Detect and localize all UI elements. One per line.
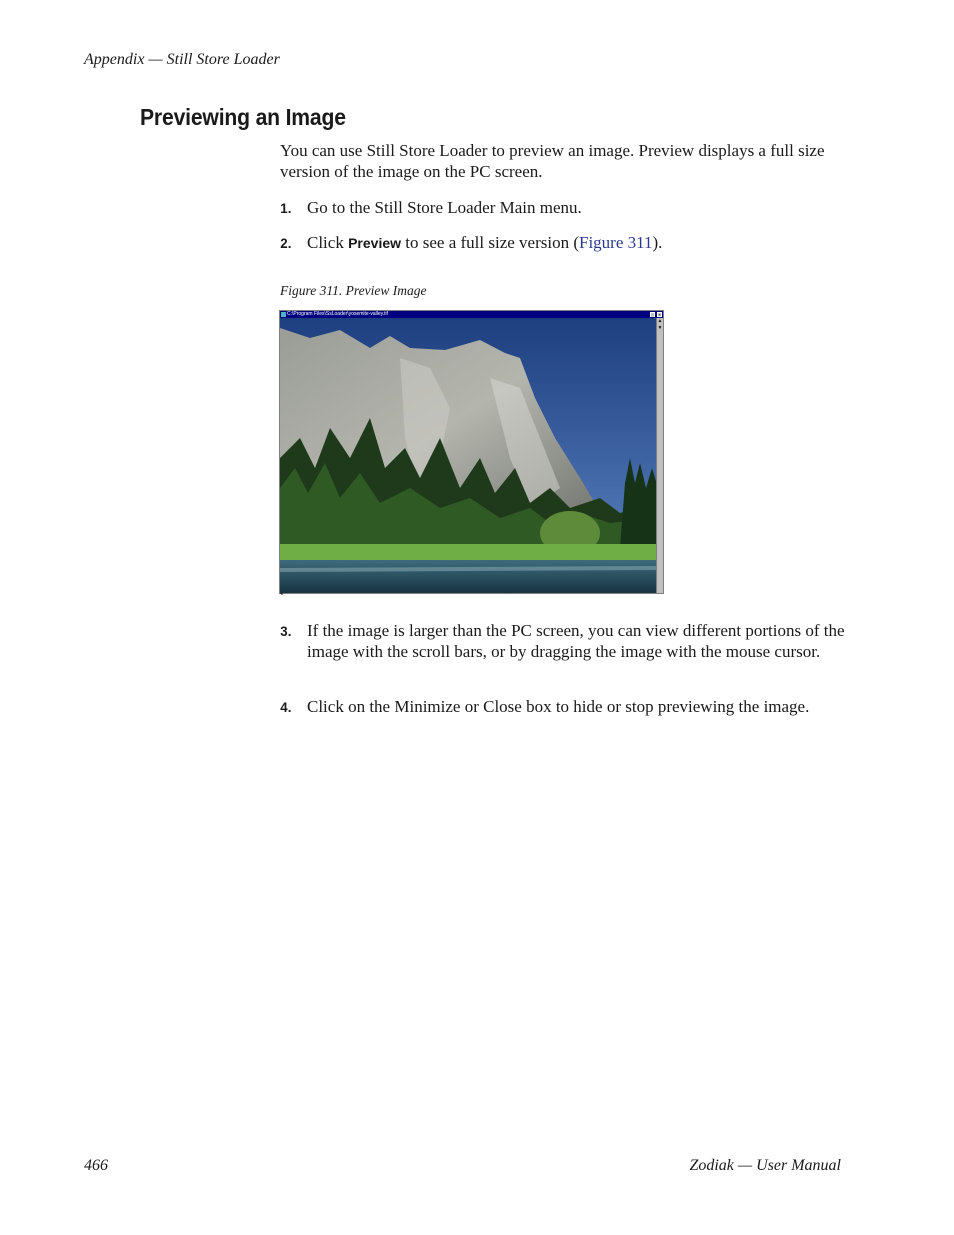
preview-window bbox=[279, 310, 664, 597]
vertical-scrollbar[interactable] bbox=[656, 318, 663, 593]
preview-command-label: Preview bbox=[348, 235, 402, 251]
step-text: Click on the Minimize or Close box to hide or stop previewing the image. bbox=[307, 697, 810, 716]
manual-title: Zodiak — User Manual bbox=[689, 1157, 841, 1174]
step-text-mid: to see a full size version ( bbox=[401, 233, 579, 252]
step-number: 1. bbox=[280, 200, 292, 216]
step-2 bbox=[280, 233, 845, 254]
horizontal-scrollbar[interactable] bbox=[280, 591, 283, 597]
step-text-post: ). bbox=[652, 233, 663, 252]
scroll-left-icon[interactable]: ◂ bbox=[280, 591, 283, 597]
close-icon[interactable]: × bbox=[658, 312, 661, 317]
intro-paragraph: You can use Still Store Loader to preview an image. Preview displays a full size version of the image on the PC screen. bbox=[280, 141, 825, 181]
page-number: 466 bbox=[84, 1157, 108, 1174]
step-text: Go to the Still Store Loader Main menu. bbox=[307, 198, 582, 217]
step-number: 3. bbox=[280, 623, 292, 639]
figure-caption: Figure 311. Preview Image bbox=[280, 283, 427, 298]
step-number: 2. bbox=[280, 235, 292, 251]
window-titlebar[interactable] bbox=[280, 311, 663, 318]
step-number: 4. bbox=[280, 699, 292, 715]
step-text-pre: Click bbox=[307, 233, 349, 252]
landscape-photo[interactable] bbox=[280, 318, 658, 593]
section-title: Previewing an Image bbox=[140, 104, 346, 130]
step-text bbox=[307, 233, 845, 254]
scroll-up-icon[interactable]: ▲ bbox=[657, 318, 663, 324]
window-title: C:\Program Files\SsLoader\yosemite-valley.tif bbox=[287, 311, 389, 317]
running-header: Appendix — Still Store Loader bbox=[84, 51, 280, 68]
step-3 bbox=[280, 621, 845, 662]
step-1 bbox=[280, 198, 845, 219]
minimize-icon[interactable]: _ bbox=[651, 312, 654, 317]
scroll-down-icon[interactable]: ▼ bbox=[657, 325, 663, 331]
step-4 bbox=[280, 697, 845, 718]
step-text: If the image is larger than the PC screen, you can view different portions of the image with the scroll bars, or by dragging the image with the mouse cursor. bbox=[307, 621, 845, 661]
figure-311-link[interactable]: Figure 311 bbox=[579, 233, 653, 252]
app-icon bbox=[281, 312, 286, 317]
